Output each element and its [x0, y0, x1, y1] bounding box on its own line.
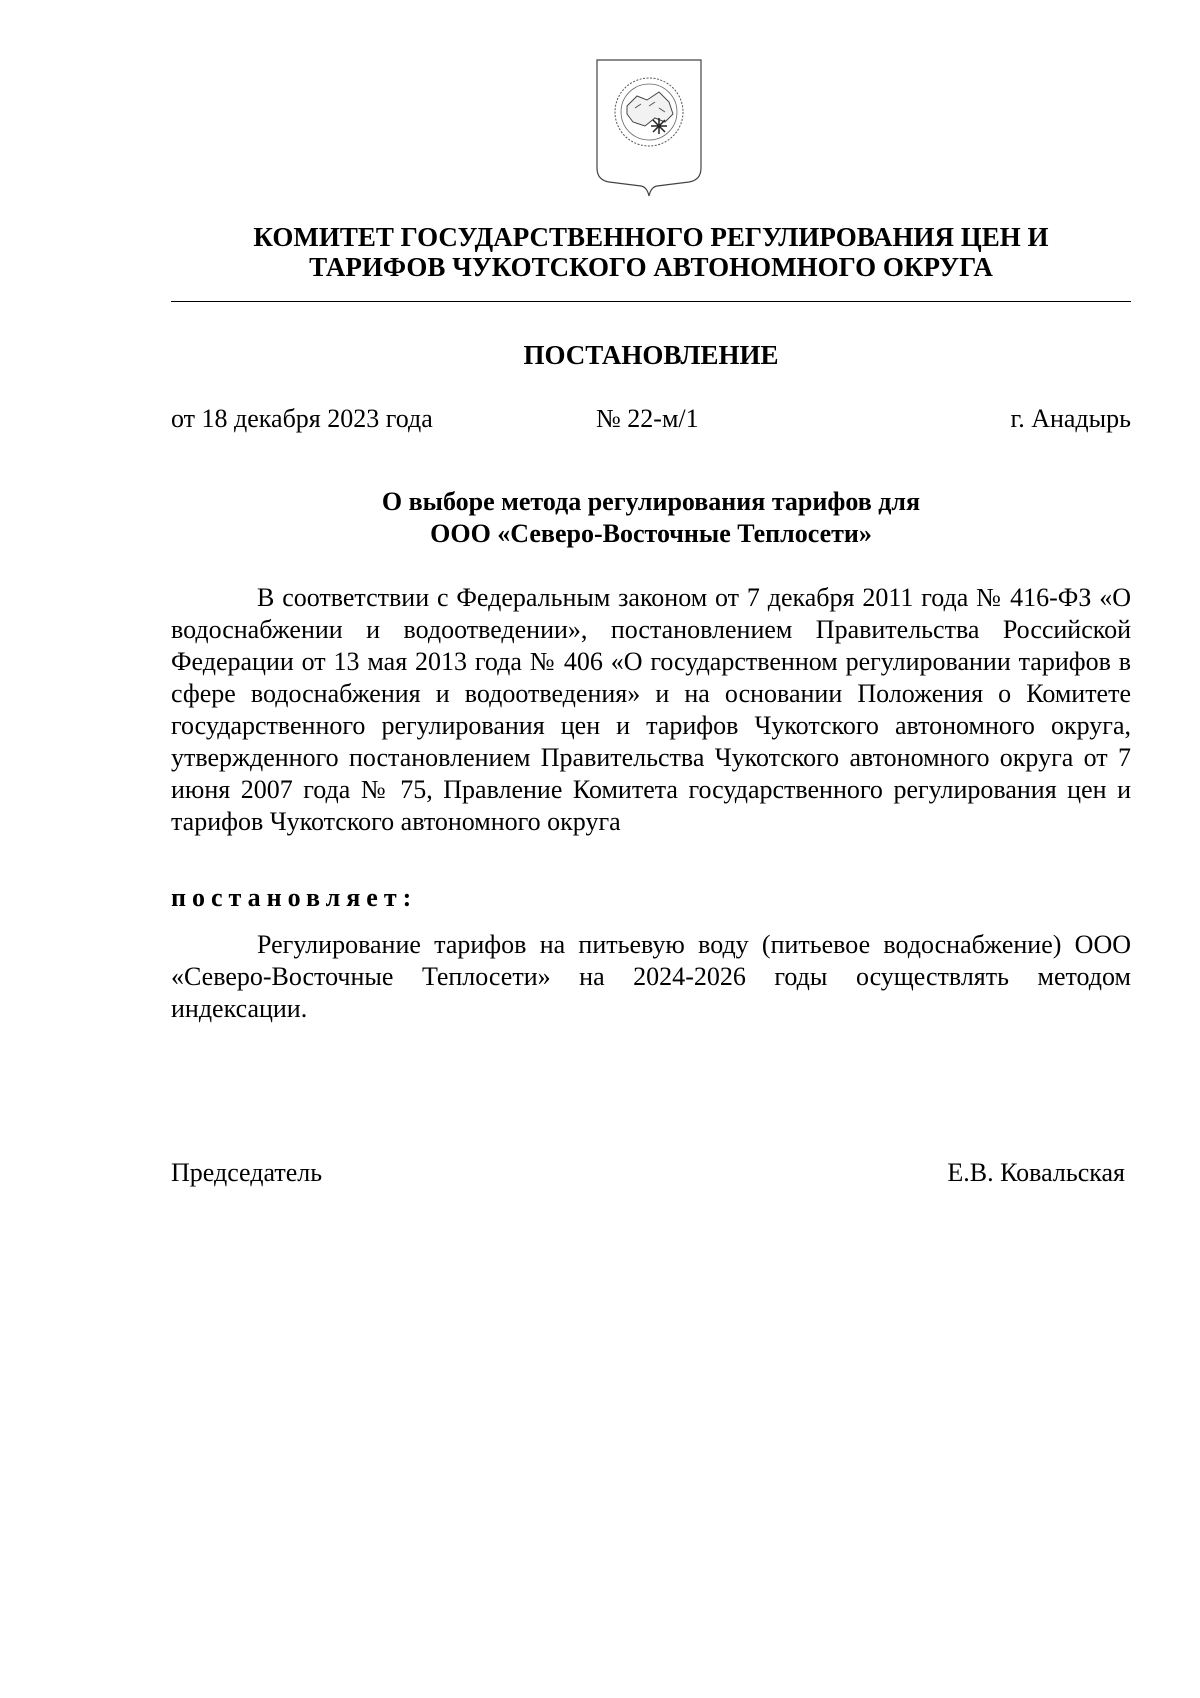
document-title: ПОСТАНОВЛЕНИЕ	[523, 340, 779, 370]
org-name-line1: КОМИТЕТ ГОСУДАРСТВЕННОГО РЕГУЛИРОВАНИЯ ЦЕН И	[253, 222, 1049, 252]
org-name-line2: ТАРИФОВ ЧУКОТСКОГО АВТОНОМНОГО ОКРУГА	[309, 252, 993, 282]
coat-of-arms-icon	[589, 56, 709, 206]
subject-line2: ООО «Северо-Восточные Теплосети»	[430, 519, 872, 548]
body-paragraph	[171, 929, 1131, 1025]
signature-position: Председатель	[171, 1158, 323, 1187]
subject-line1: О выборе метода регулирования тарифов для	[381, 487, 921, 516]
preamble-text: В соответствии с Федеральным законом от 7 декабря 2011 года № 416-ФЗ «О водоснабжении и водоотведении», постановлением Правительства Российской Федерации от 13 мая 2013 года № 406 «О государственном регулировании тарифов в сфере водоснабжения и водоотведения» и на основании Положения о Комитете государственного регулирования цен и тарифов Чукотского автономного округа, утвержденного постановлением Правительства Чукотского автономного округа от 7 июня 2007 года № 75, Правление Комитета государственного регулирования цен и тарифов Чукотского автономного округа	[171, 583, 1131, 836]
decree-word: постановляет:	[171, 883, 418, 912]
signature-name: Е.В. Ковальская	[947, 1158, 1125, 1187]
body-text: Регулирование тарифов на питьевую воду (питьевое водоснабжение) ООО «Северо-Восточные Теплосети» на 2024-2026 годы осуществлять методом индексации.	[171, 930, 1131, 1023]
document-place: г. Анадырь	[1010, 404, 1131, 433]
document-date: от 18 декабря 2023 года	[171, 404, 433, 433]
document-subject	[171, 486, 1131, 550]
document-number: № 22-м/1	[596, 404, 699, 433]
header-divider	[171, 301, 1131, 302]
preamble-paragraph	[171, 582, 1131, 838]
